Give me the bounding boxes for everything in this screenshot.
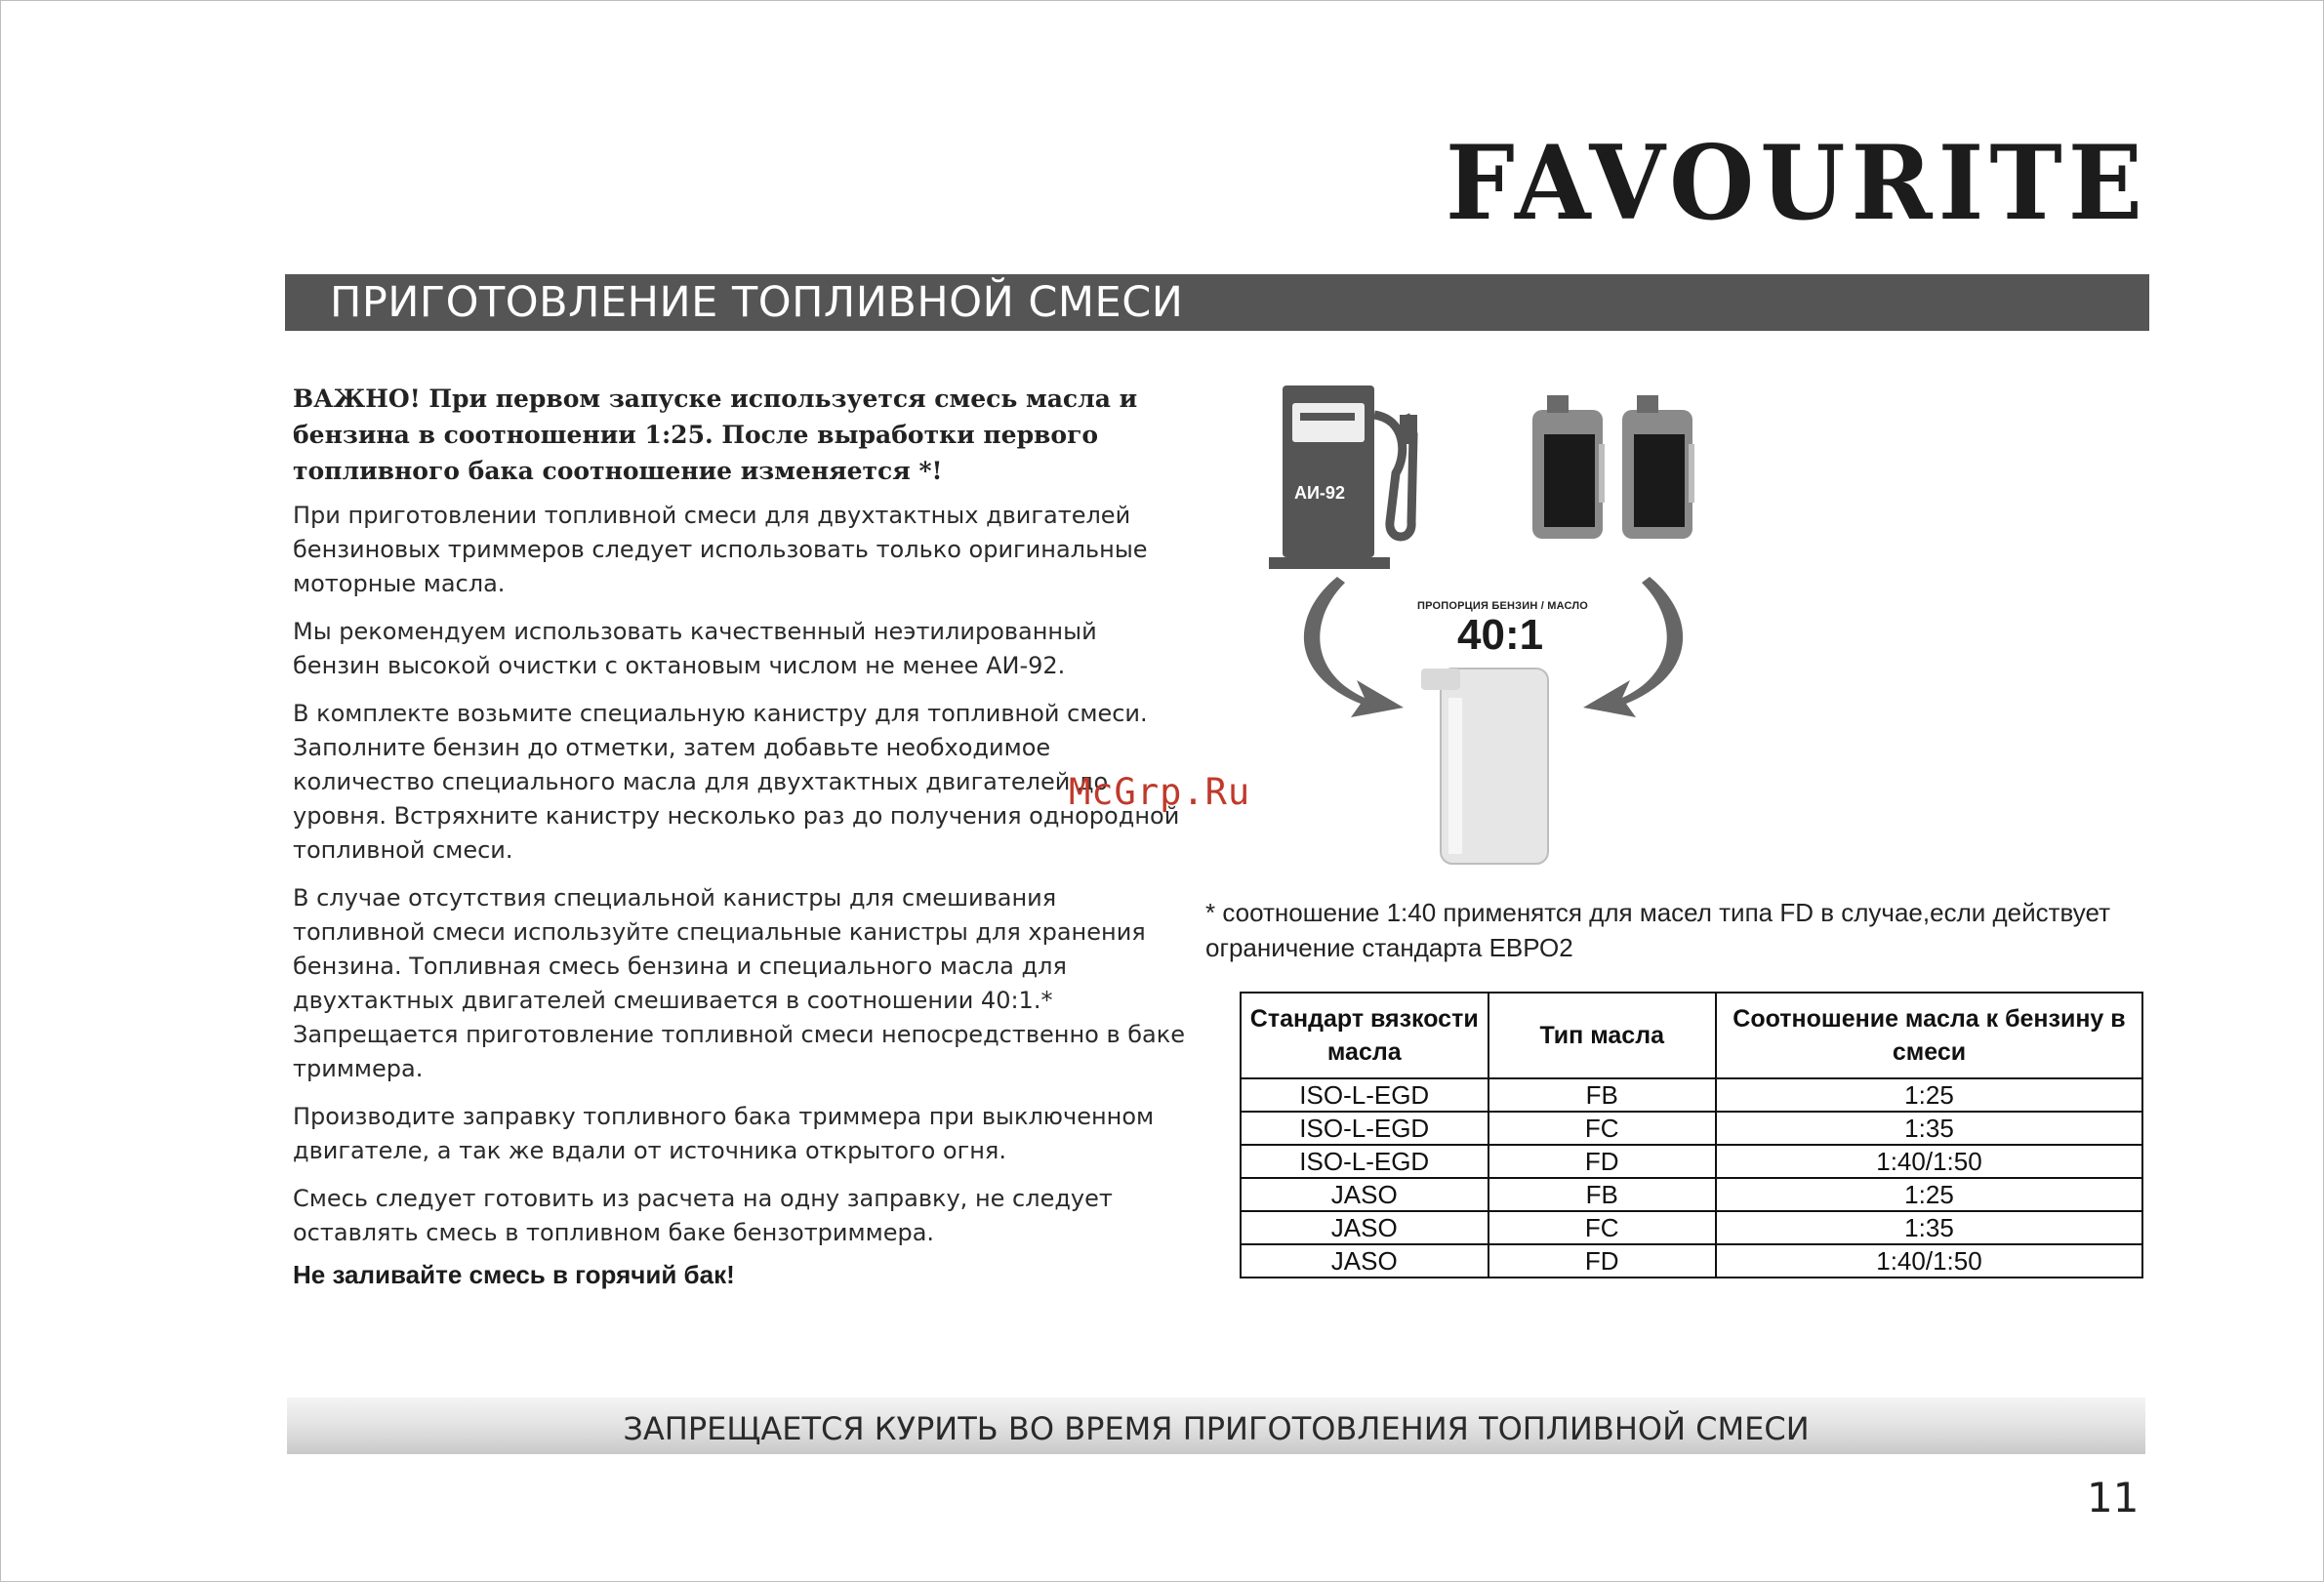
oil-bottle-icon: [1532, 395, 1605, 539]
cell-oil-type: FC: [1488, 1112, 1716, 1145]
page-number: 11: [2087, 1474, 2140, 1521]
cell-standard: JASO: [1241, 1244, 1488, 1278]
cell-oil-type: FD: [1488, 1244, 1716, 1278]
table-row: [1241, 1145, 2142, 1178]
table-row: [1241, 1112, 2142, 1145]
ratio-value: 40:1: [1457, 611, 1544, 659]
oil-ratio-table: [1240, 992, 2143, 1278]
cell-oil-type: FC: [1488, 1211, 1716, 1244]
section-title: ПРИГОТОВЛЕНИЕ ТОПЛИВНОЙ СМЕСИ: [285, 274, 2149, 331]
cell-ratio: 1:25: [1716, 1078, 2142, 1112]
paragraph-single-fill: Смесь следует готовить из расчета на одну заправку, не следует оставлять смесь в топливном баке бензотриммера.: [293, 1185, 1113, 1246]
cell-standard: ISO-L-EGD: [1241, 1112, 1488, 1145]
cell-standard: JASO: [1241, 1178, 1488, 1211]
fuel-pump-icon: [1269, 385, 1417, 569]
cell-ratio: 1:35: [1716, 1112, 2142, 1145]
cell-ratio: 1:35: [1716, 1211, 2142, 1244]
table-row: [1241, 1244, 2142, 1278]
paragraph-oils: При приготовлении топливной смеси для двухтактных двигателей бензиновых триммеров следует использовать только оригинальные моторные масла.: [293, 502, 1148, 597]
watermark: McGrp.Ru: [1069, 771, 1251, 813]
important-notice: ВАЖНО! При первом запуске используется смесь масла и бензина в соотношении 1:25. После выработки первого топливного бака соотношение изменяется *!: [293, 385, 1138, 485]
table-header-row: [1241, 993, 2142, 1078]
header-mix-ratio: Соотношение масла к бензину в смеси: [1716, 993, 2142, 1078]
cell-oil-type: FB: [1488, 1078, 1716, 1112]
table-row: [1241, 1211, 2142, 1244]
oil-bottle-icon: [1622, 395, 1694, 539]
cell-ratio: 1:25: [1716, 1178, 2142, 1211]
paragraph-refuel: Производите заправку топливного бака триммера при выключенном двигателе, а так же вдали от источника открытого огня.: [293, 1103, 1155, 1164]
fuel-grade-label: АИ-92: [1294, 483, 1345, 503]
cell-standard: ISO-L-EGD: [1241, 1145, 1488, 1178]
cell-ratio: 1:40/1:50: [1716, 1145, 2142, 1178]
hot-tank-warning: Не заливайте смесь в горячий бак!: [293, 1260, 735, 1289]
table-row: [1241, 1078, 2142, 1112]
brand-logo: FAVOURITE: [1445, 122, 2148, 243]
arrow-left-icon: [1304, 577, 1404, 717]
no-smoking-banner: ЗАПРЕЩАЕТСЯ КУРИТЬ ВО ВРЕМЯ ПРИГОТОВЛЕНИЯ ТОПЛИВНОЙ СМЕСИ: [287, 1398, 2145, 1454]
cell-oil-type: FB: [1488, 1178, 1716, 1211]
paragraph-canister: В комплекте возьмите специальную канистру для топливной смеси. Заполните бензин до отметки, затем добавьте необходимое количество специального масла для двухтактных двигателей до уровня. Встряхните канистру несколько раз до получения однородной топливной смеси.: [293, 700, 1180, 864]
cell-standard: ISO-L-EGD: [1241, 1078, 1488, 1112]
canister-icon: [1421, 669, 1548, 864]
paragraph-petrol: Мы рекомендуем использовать качественный неэтилированный бензин высокой очистки с октановым числом не менее АИ-92.: [293, 618, 1097, 679]
header-viscosity-standard: Стандарт вязкости масла: [1241, 993, 1488, 1078]
ratio-caption: ПРОПОРЦИЯ БЕНЗИН / МАСЛО: [1417, 600, 1589, 612]
header-oil-type: Тип масла: [1488, 993, 1716, 1078]
euro2-note: * соотношение 1:40 применятся для масел типа FD в случае,если действует ограничение стандарта ЕВРО2: [1205, 898, 2111, 962]
paragraph-no-canister: В случае отсутствия специальной канистры для смешивания топливной смеси используйте специальные канистры для хранения бензина. Топливная смесь бензина и специального масла для двухтактных двигателей смешивается в соотношении 40:1.* Запрещается приготовление топливной смеси непосредственно в баке триммера.: [293, 884, 1185, 1082]
cell-standard: JASO: [1241, 1211, 1488, 1244]
instructions-column: [293, 381, 1191, 1290]
arrow-right-icon: [1583, 577, 1683, 717]
cell-ratio: 1:40/1:50: [1716, 1244, 2142, 1278]
table-row: [1241, 1178, 2142, 1211]
cell-oil-type: FD: [1488, 1145, 1716, 1178]
